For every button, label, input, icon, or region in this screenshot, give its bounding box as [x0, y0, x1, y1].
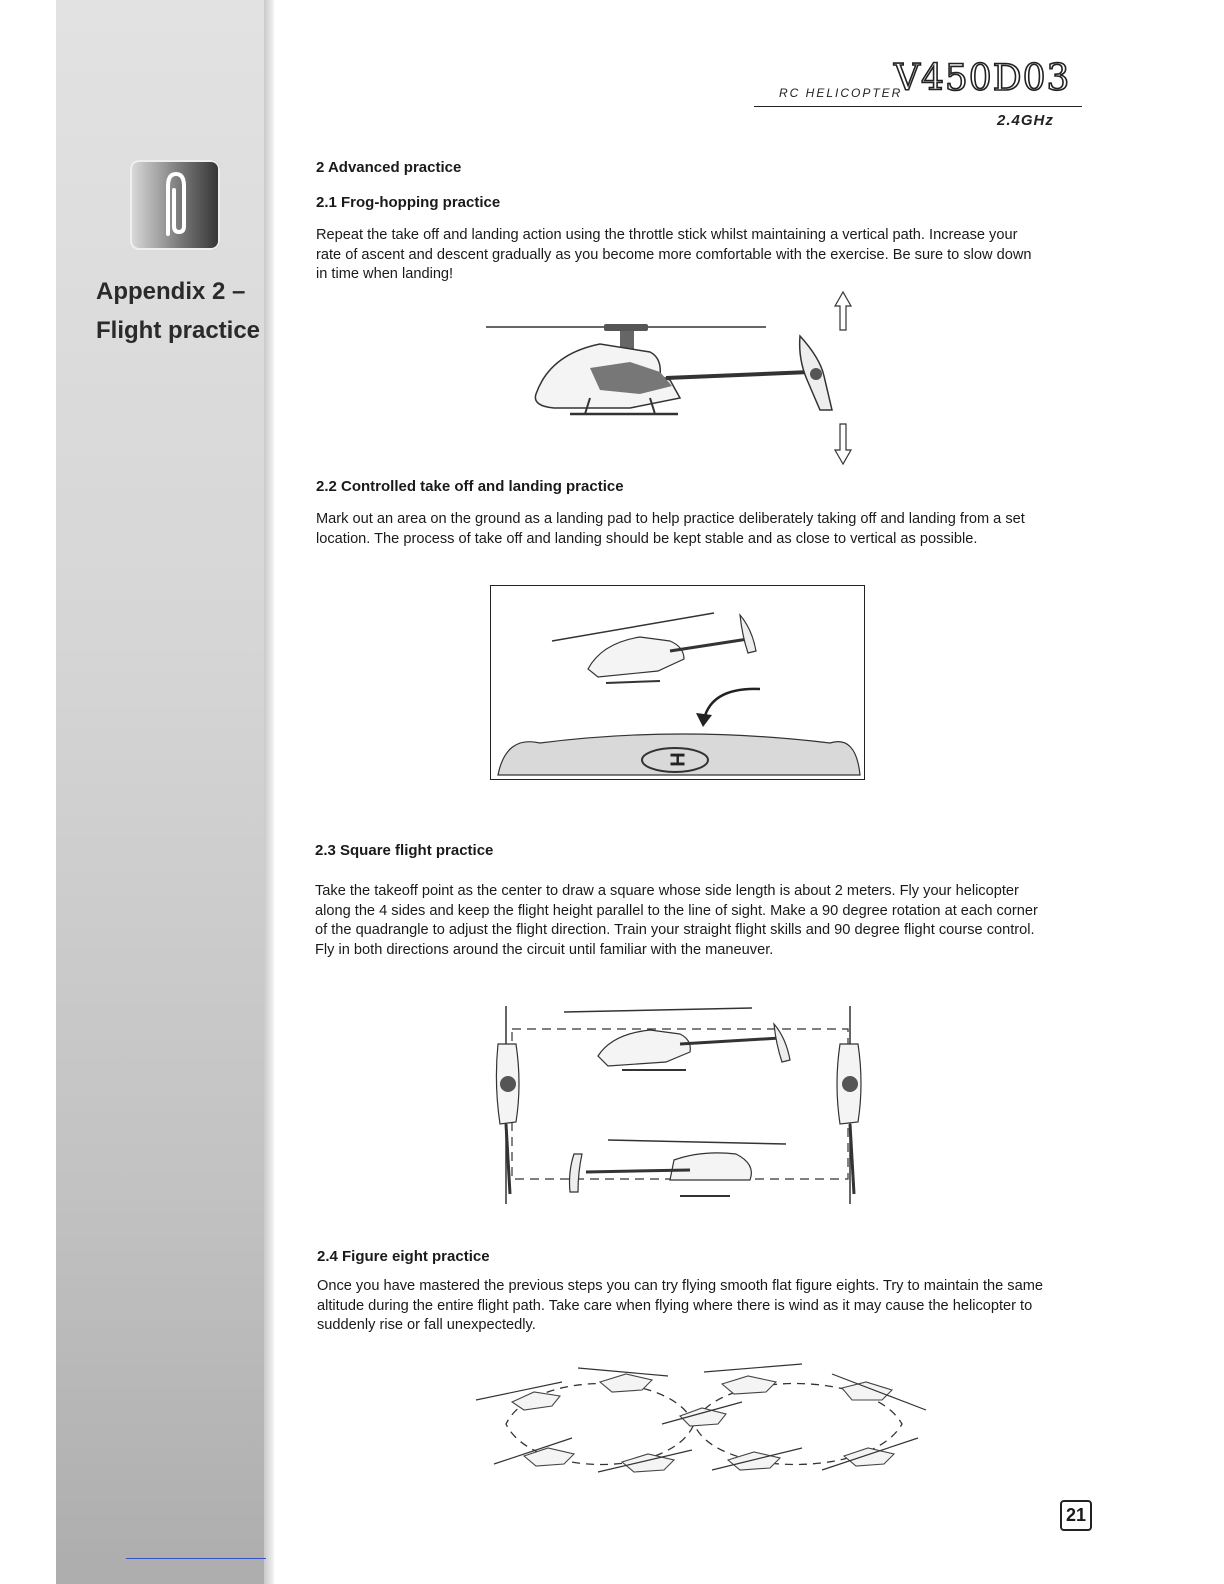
paragraph-line: Mark out an area on the ground as a landing pad to help practice deliberately taking off and landing from a set	[316, 511, 1025, 527]
heading-square: 2.3 Square flight practice	[315, 842, 494, 859]
paragraph-line: Once you have mastered the previous steps you can try flying smooth flat figure eights. Try to maintain the same	[317, 1278, 1043, 1294]
header-frequency: 2.4GHz	[997, 112, 1054, 129]
sidebar-edge	[264, 0, 274, 1584]
paragraph-square	[315, 882, 1038, 960]
header-rule	[754, 106, 1082, 107]
paragraph-line: rate of ascent and descent gradually as you become more comfortable with the exercise. Be sure to slow down	[316, 246, 1032, 263]
heading-figure8: 2.4 Figure eight practice	[317, 1248, 490, 1265]
square-flight-figure	[490, 1004, 870, 1214]
paragraph-line: Take the takeoff point as the center to draw a square whose side length is about 2 meters. Fly your helicopter	[315, 883, 1019, 899]
page-number: 21	[1060, 1500, 1092, 1531]
appendix-title-line2: Flight practice	[96, 317, 261, 344]
paragraph-figure8	[317, 1277, 1043, 1336]
landing-pad-letter: H	[665, 752, 688, 767]
frog-hop-figure	[480, 286, 860, 468]
heading-controlled: 2.2 Controlled take off and landing practice	[316, 478, 624, 495]
paragraph-line: Fly in both directions around the circuit until familiar with the maneuver.	[315, 941, 774, 958]
landing-pad-figure	[490, 585, 865, 780]
appendix-title	[96, 272, 266, 350]
header-rc-label: RC HELICOPTER	[779, 86, 903, 100]
appendix-title-line1: Appendix 2 –	[96, 278, 246, 305]
paragraph-line: of the quadrangle to adjust the flight direction. Train your straight flight skills and 90 degree flight course control.	[315, 922, 1035, 938]
heading-advanced: 2 Advanced practice	[316, 159, 462, 176]
paragraph-line: in time when landing!	[316, 266, 454, 282]
header-model-logo: V450D03	[894, 58, 1071, 99]
paragraph-frog	[316, 226, 1031, 285]
heading-frog: 2.1 Frog-hopping practice	[316, 194, 501, 211]
paragraph-line: altitude during the entire flight path. Take care when flying where there is wind as it may cause the helicopter to	[317, 1297, 1033, 1314]
paragraph-line: along the 4 sides and keep the flight height parallel to the line of sight. Make a 90 degree rotation at each corner	[315, 902, 1038, 919]
paperclip-icon	[130, 160, 220, 250]
figure-eight-figure	[472, 1360, 932, 1488]
paragraph-line: Repeat the take off and landing action using the throttle stick whilst maintaining a vertical path. Increase your	[316, 227, 1018, 243]
paragraph-controlled	[316, 510, 1025, 549]
paragraph-line: suddenly rise or fall unexpectedly.	[317, 1317, 536, 1333]
link-underline	[126, 1558, 266, 1559]
paragraph-line: location. The process of take off and landing should be kept stable and as close to vertical as possible.	[316, 530, 978, 547]
